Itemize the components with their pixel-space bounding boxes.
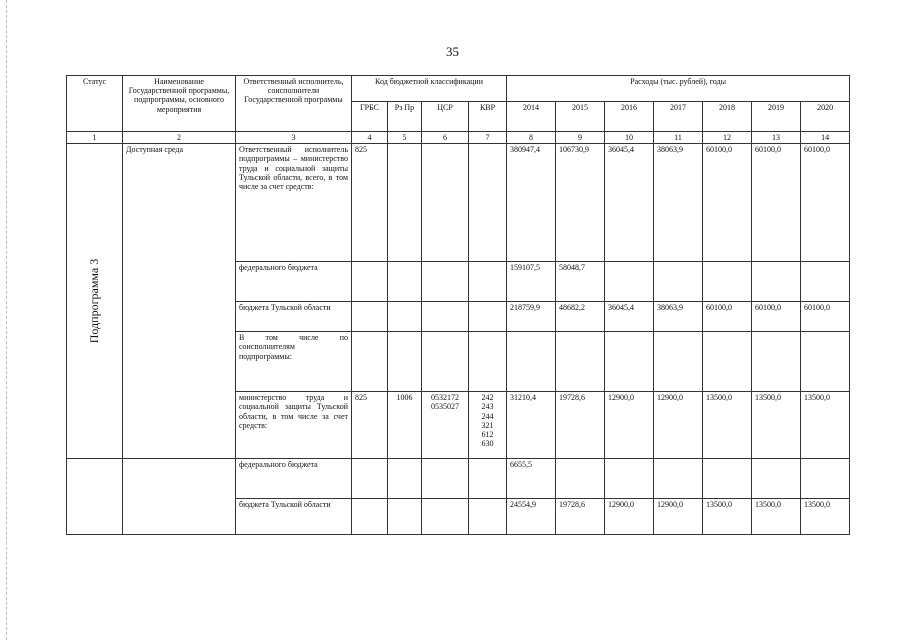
expense-value: 13500,0 [801, 392, 850, 459]
kvr-code: 244 [481, 411, 494, 421]
expense-value: 13500,0 [703, 499, 752, 535]
expense-value [605, 459, 654, 499]
grbs-cell [352, 332, 388, 392]
expense-value [556, 459, 605, 499]
expense-value: 159107,5 [507, 262, 556, 302]
expense-value [703, 332, 752, 392]
csr-code: 0532172 [431, 393, 459, 403]
expense-value: 13500,0 [752, 392, 801, 459]
expense-value: 13500,0 [801, 499, 850, 535]
column-index-cell: 14 [801, 132, 850, 144]
responsible-text: федерального бюджета [236, 262, 352, 302]
expense-value [605, 332, 654, 392]
csr-cell [422, 459, 469, 499]
expense-value [654, 332, 703, 392]
header-year: 2017 [654, 102, 703, 132]
kvr-code: 242 [481, 393, 494, 403]
expense-value [752, 262, 801, 302]
rzpr-cell [388, 499, 422, 535]
expense-value: 31210,4 [507, 392, 556, 459]
header-expenses: Расходы (тыс. рублей), годы [507, 76, 850, 102]
expense-value [703, 262, 752, 302]
column-index-cell: 9 [556, 132, 605, 144]
csr-cell [422, 392, 469, 459]
expense-value [556, 332, 605, 392]
column-index-cell: 10 [605, 132, 654, 144]
grbs-cell [352, 459, 388, 499]
expense-value: 38063,9 [654, 302, 703, 332]
kvr-cell [469, 392, 507, 459]
responsible-text: министерство труда и социальной защиты Тульской области, в том числе за счет средств: [236, 392, 352, 459]
expense-value: 60100,0 [703, 144, 752, 262]
expense-value [654, 262, 703, 302]
status-cell-empty [67, 459, 123, 535]
csr-cell [422, 144, 469, 262]
expense-value: 58048,7 [556, 262, 605, 302]
csr-cell [422, 499, 469, 535]
expense-value: 48682,2 [556, 302, 605, 332]
expense-value: 60100,0 [801, 144, 850, 262]
kvr-cell [469, 144, 507, 262]
page-number: 35 [446, 44, 459, 59]
expense-value: 19728,6 [556, 392, 605, 459]
rzpr-cell [388, 332, 422, 392]
responsible-text: бюджета Тульской области [236, 302, 352, 332]
column-index-cell: 12 [703, 132, 752, 144]
header-name: Наименование Государственной программы, подпрограммы, основного мероприятия [123, 76, 236, 132]
csr-cell [422, 262, 469, 302]
kvr-code: 612 [481, 429, 494, 439]
csr-cell [422, 332, 469, 392]
grbs-cell [352, 499, 388, 535]
expense-value: 36045,4 [605, 302, 654, 332]
kvr-cell [469, 262, 507, 302]
rzpr-cell [388, 302, 422, 332]
column-index-cell: 2 [123, 132, 236, 144]
name-cell-empty [123, 459, 236, 535]
header-year: 2015 [556, 102, 605, 132]
kvr-cell [469, 499, 507, 535]
column-index-cell: 13 [752, 132, 801, 144]
expense-value: 36045,4 [605, 144, 654, 262]
expense-value [801, 332, 850, 392]
grbs-cell: 825 [352, 144, 388, 262]
rzpr-cell [388, 144, 422, 262]
column-index-cell: 5 [388, 132, 422, 144]
header-grbs: ГРБС [352, 102, 388, 132]
responsible-text: В том числе по соисполнителям подпрограммы: [236, 332, 352, 392]
header-status: Статус [67, 76, 123, 132]
expense-value: 13500,0 [752, 499, 801, 535]
csr-cell [422, 302, 469, 332]
grbs-cell [352, 262, 388, 302]
expense-value: 6655,5 [507, 459, 556, 499]
expense-value: 60100,0 [801, 302, 850, 332]
header-year: 2018 [703, 102, 752, 132]
status-vertical-label: Подпрограмма 3 [86, 258, 101, 344]
rzpr-cell: 1006 [388, 392, 422, 459]
expense-value: 12900,0 [654, 499, 703, 535]
expense-value: 13500,0 [703, 392, 752, 459]
header-year: 2019 [752, 102, 801, 132]
csr-code: 0535027 [431, 402, 459, 412]
rzpr-cell [388, 459, 422, 499]
responsible-text: Ответственный исполнитель подпрограммы – министерство труда и социальной защиты Тульской области, всего, в том числе за счет средств: [236, 144, 352, 262]
expense-value: 60100,0 [752, 144, 801, 262]
column-index-cell: 4 [352, 132, 388, 144]
expense-value: 12900,0 [654, 392, 703, 459]
page-margin-line [6, 0, 7, 640]
kvr-code: 321 [481, 420, 494, 430]
kvr-cell [469, 459, 507, 499]
expense-value: 60100,0 [703, 302, 752, 332]
column-index-cell: 7 [469, 132, 507, 144]
header-year: 2016 [605, 102, 654, 132]
column-index-cell: 6 [422, 132, 469, 144]
expense-value [605, 262, 654, 302]
grbs-cell [352, 302, 388, 332]
expense-value: 19728,6 [556, 499, 605, 535]
column-index-cell: 3 [236, 132, 352, 144]
header-rzpr: Рз Пр [388, 102, 422, 132]
header-year: 2014 [507, 102, 556, 132]
expense-value: 24554,9 [507, 499, 556, 535]
kvr-cell [469, 332, 507, 392]
expense-value [703, 459, 752, 499]
column-index-row [67, 132, 850, 144]
expense-value [752, 459, 801, 499]
header-responsible: Ответственный исполнитель, соисполнители Государственной программы [236, 76, 352, 132]
program-name: Доступная среда [123, 144, 236, 459]
column-index-cell: 8 [507, 132, 556, 144]
column-index-cell: 1 [67, 132, 123, 144]
expense-value [801, 459, 850, 499]
budget-table [66, 75, 850, 535]
header-csr: ЦСР [422, 102, 469, 132]
kvr-code: 630 [481, 439, 494, 449]
expense-value: 12900,0 [605, 392, 654, 459]
expense-value [654, 459, 703, 499]
header-kvr: КВР [469, 102, 507, 132]
kvr-code: 243 [481, 402, 494, 412]
responsible-text: федерального бюджета [236, 459, 352, 499]
grbs-cell: 825 [352, 392, 388, 459]
header-year: 2020 [801, 102, 850, 132]
expense-value [752, 332, 801, 392]
expense-value [507, 332, 556, 392]
expense-value: 218759,9 [507, 302, 556, 332]
table-row [67, 459, 850, 499]
responsible-text: бюджета Тульской области [236, 499, 352, 535]
column-index-cell: 11 [654, 132, 703, 144]
expense-value: 60100,0 [752, 302, 801, 332]
expense-value: 12900,0 [605, 499, 654, 535]
expense-value: 38063,9 [654, 144, 703, 262]
expense-value [801, 262, 850, 302]
rzpr-cell [388, 262, 422, 302]
expense-value: 106730,9 [556, 144, 605, 262]
kvr-cell [469, 302, 507, 332]
status-cell [67, 144, 123, 459]
table-row [67, 144, 850, 262]
expense-value: 380947,4 [507, 144, 556, 262]
header-budget-code: Код бюджетной классификации [352, 76, 507, 102]
